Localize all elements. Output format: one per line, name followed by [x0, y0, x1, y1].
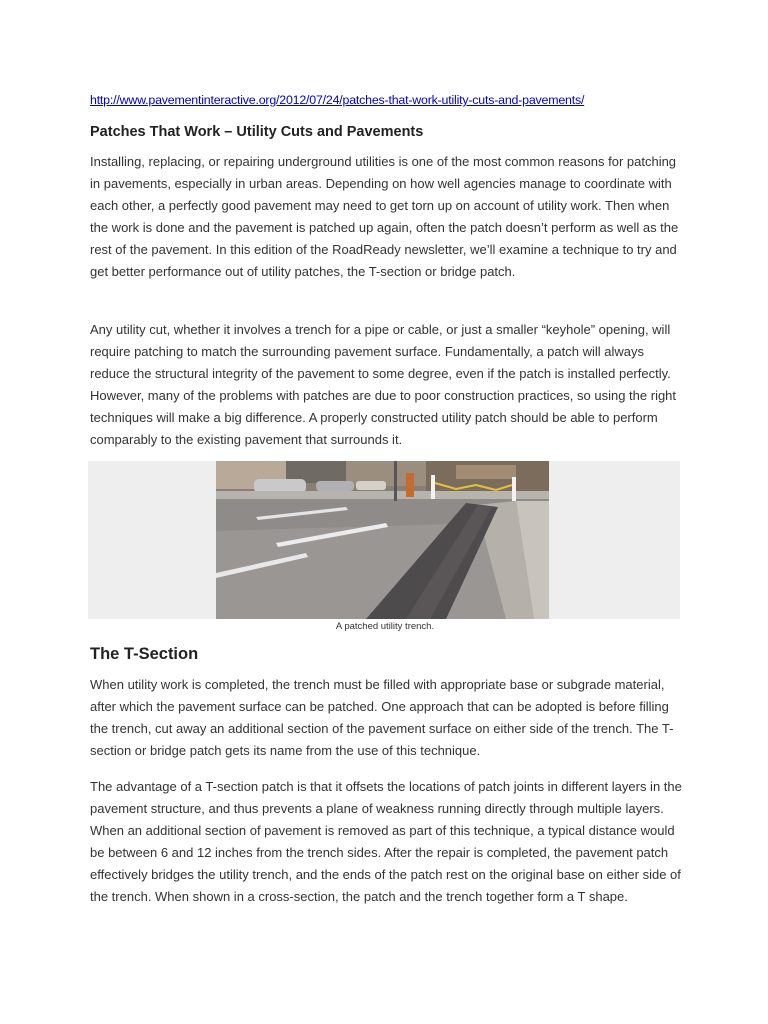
- trench-photo: [216, 461, 549, 619]
- paragraph-advantage: The advantage of a T-section patch is that it offsets the locations of patch joints in different layers in the pavement structure, and thus prevents a plane of weakness running directly through multiple layers. When an additional section of pavement is removed as part of this technique, a typical distance would be between 6 and 12 inches from the trench sides. After the repair is completed, the pavement patch effectively bridges the utility trench, and the ends of the patch rest on the original base on either side of the trench. When shown in a cross-section, the patch and the trench together form a T shape.: [90, 779, 682, 904]
- paragraph-utility-cut: Any utility cut, whether it involves a trench for a pipe or cable, or just a smaller “keyhole” opening, will require patching to match the surrounding pavement surface. Fundamentally, a patch will always reduce the structural integrity of the pavement to some degree, even if the patch is installed perfectly. However, many of the problems with patches are due to poor construction practices, so using the right techniques will make a big difference. A properly constructed utility patch should be able to perform comparably to the existing pavement that surrounds it.: [90, 322, 677, 447]
- section-heading: The T-Section: [90, 645, 199, 663]
- figure-container: [88, 461, 680, 619]
- paragraph-intro: Installing, replacing, or repairing underground utilities is one of the most common reasons for patching in pavements, especially in urban areas. Depending on how well agencies manage to coordinate with each other, a perfectly good pavement may need to get torn up on account of utility work. Then when the work is done and the pavement is patched up again, often the patch doesn’t perform as well as the rest of the pavement. In this edition of the RoadReady newsletter, we’ll examine a technique to try and get better performance out of utility patches, the T-section or bridge patch.: [90, 154, 679, 279]
- source-link[interactable]: http://www.pavementinteractive.org/2012/07/24/patches-that-work-utility-cuts-and-pavements/: [90, 93, 585, 107]
- figure-caption: A patched utility trench.: [335, 621, 435, 632]
- article-title: Patches That Work – Utility Cuts and Pavements: [90, 124, 424, 140]
- paragraph-t-section: When utility work is completed, the trench must be filled with appropriate base or subgrade material, after which the pavement surface can be patched. One approach that can be adopted is before filling the trench, cut away an additional section of the pavement surface on either side of the trench. The T-section or bridge patch gets its name from the use of this technique.: [90, 677, 674, 758]
